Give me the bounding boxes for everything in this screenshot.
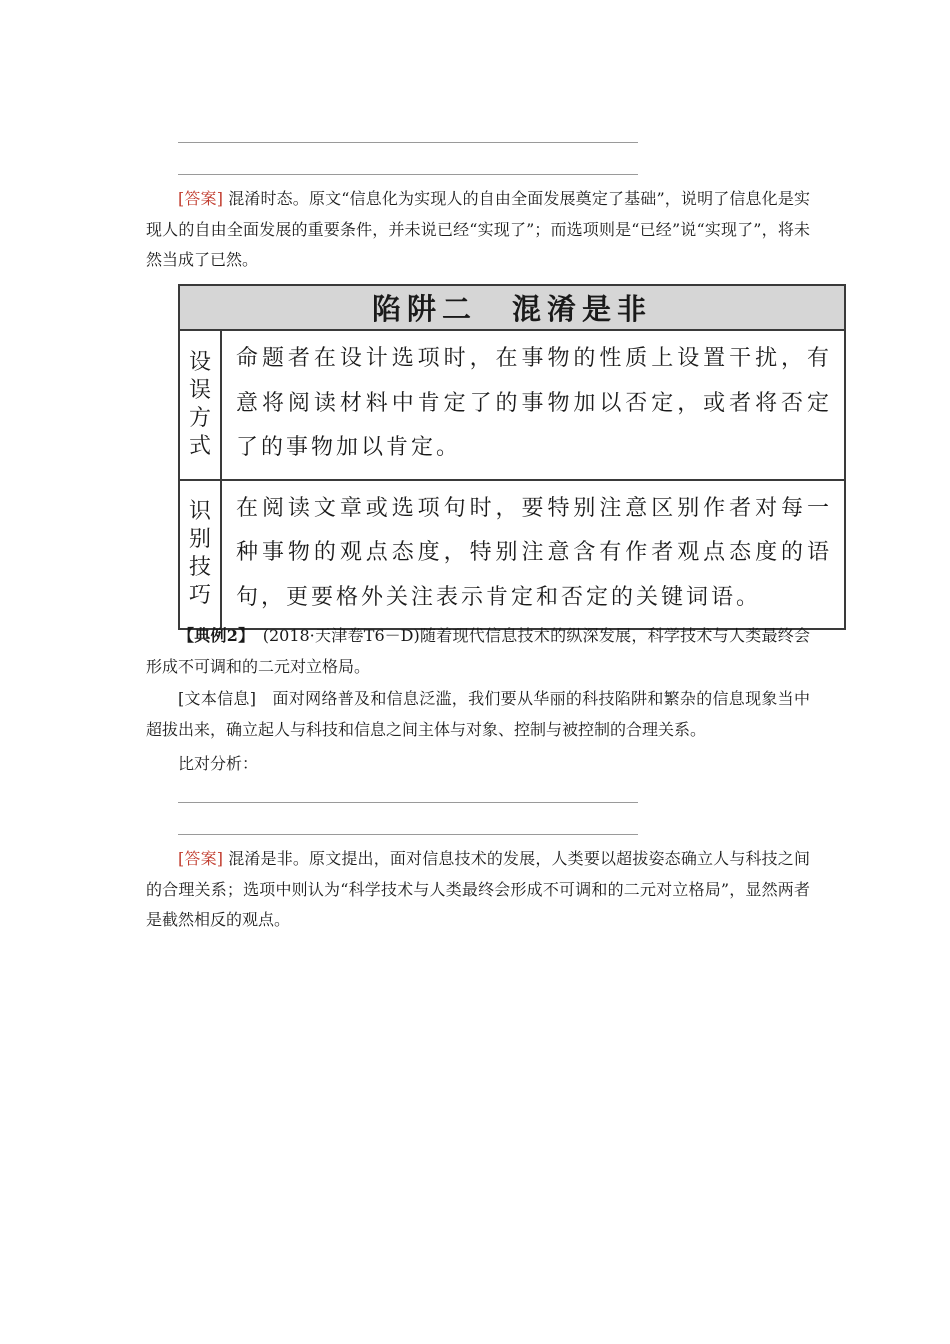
answer-tag: [答案] [178,849,223,868]
blank-line [178,802,638,803]
example-tag: 【典例2】 [178,626,247,645]
blank-line [178,834,638,835]
answer-paragraph-2 [146,844,810,936]
trap-title: 陷阱二 混淆是非 [179,285,845,330]
text-info-tag: [文本信息] [178,689,256,708]
text-info-text: 面对网络普及和信息泛滥，我们要从华丽的科技陷阱和繁杂的信息现象当中超拔出来，确立起人与科技和信息之间主体与对象、控制与被控制的合理关系。 [146,689,810,739]
blank-line [178,174,638,175]
example-text: (2018·天津卷T6－D)随着现代信息技术的纵深发展，科学技术与人类最终会形成不可调和的二元对立格局。 [146,626,810,676]
example-paragraph [146,621,810,682]
answer-text: 混淆是非。原文提出，面对信息技术的发展，人类要以超拔姿态确立人与科技之间的合理关系；选项中则认为“科学技术与人类最终会形成不可调和的二元对立格局”，显然两者是截然相反的观点。 [146,849,810,929]
row-label-method: 设 误 方 式 [179,330,221,480]
answer-text: 混淆时态。原文“信息化为实现人的自由全面发展奠定了基础”，说明了信息化是实现人的自由全面发展的重要条件，并未说已经“实现了”；而选项则是“已经”说“实现了”，将未然当成了已然。 [146,189,810,269]
row-label-technique: 识 别 技 巧 [179,480,221,630]
row-text-technique: 在阅读文章或选项句时，要特别注意区别作者对每一种事物的观点态度，特别注意含有作者观点态度的语句，更要格外关注表示肯定和否定的关键词语。 [221,480,845,630]
answer-paragraph-1 [146,184,810,276]
trap-table [178,284,846,630]
row-text-method: 命题者在设计选项时，在事物的性质上设置干扰，有意将阅读材料中肯定了的事物加以否定，或者将否定了的事物加以肯定。 [221,330,845,480]
text-info-paragraph [146,684,810,745]
answer-tag: [答案] [178,189,223,208]
blank-line [178,142,638,143]
compare-label: 比对分析： [178,754,259,773]
